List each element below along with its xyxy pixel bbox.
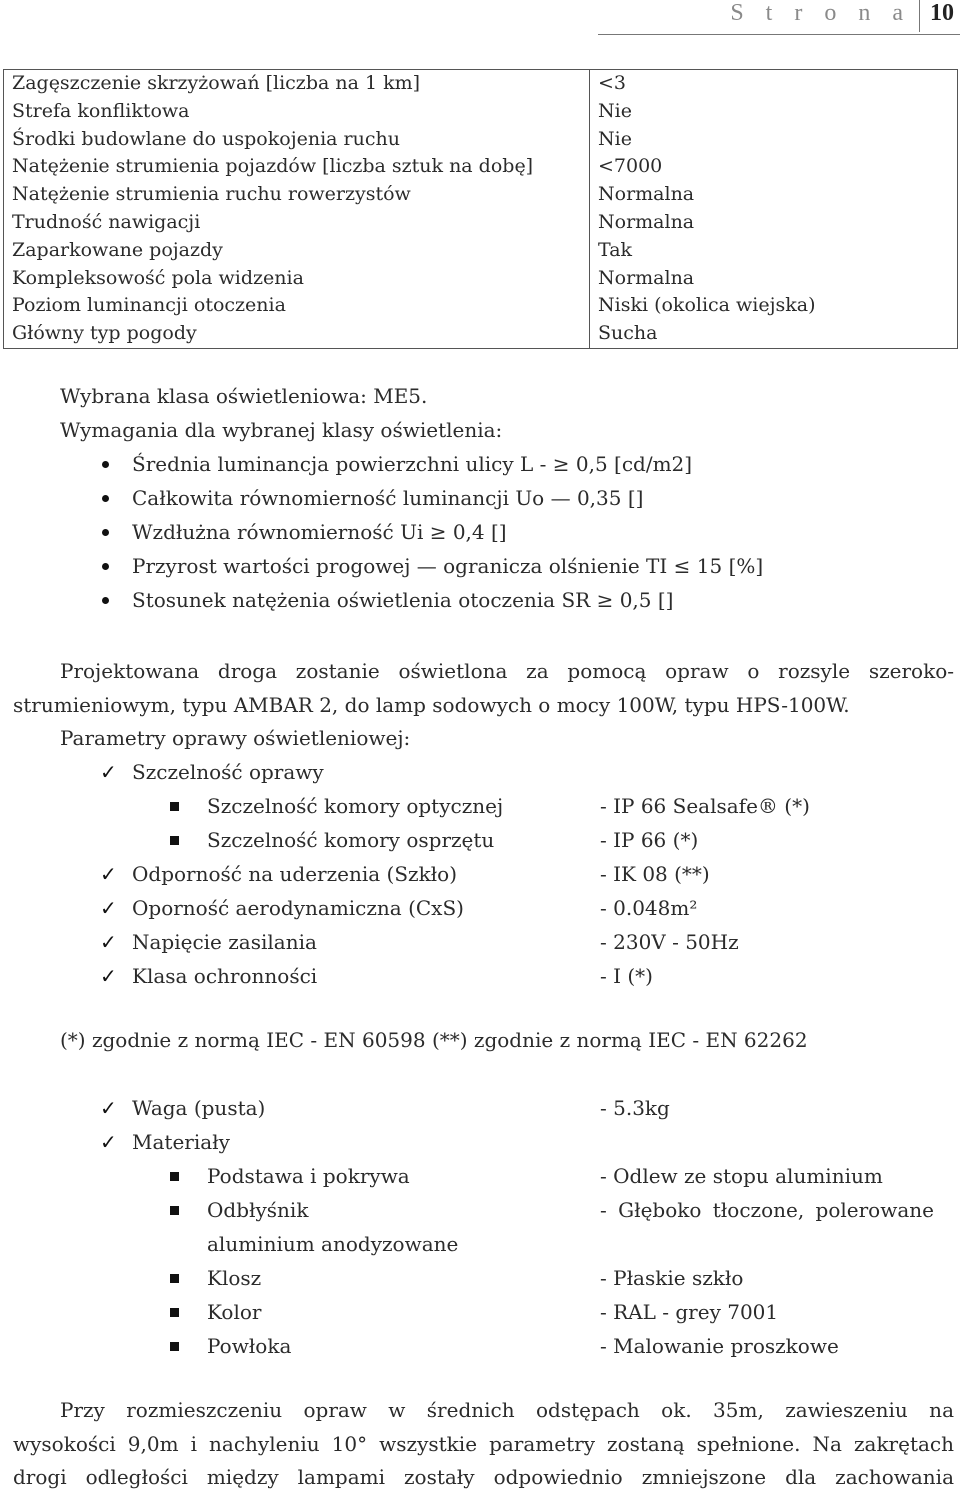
list-item: Szczelność komory optycznej - IP 66 Sealsafe® (*) bbox=[60, 789, 954, 823]
list-item: Wzdłużna równomierność Ui ≥ 0,4 [] bbox=[60, 515, 954, 549]
table-row: Strefa konfliktowa Nie bbox=[4, 98, 958, 126]
table-row: Trudność nawigacji Normalna bbox=[4, 209, 958, 237]
fixture-parameters-section bbox=[60, 721, 954, 993]
list-item: ✓ Materiały bbox=[60, 1125, 954, 1159]
table-row: Środki budowlane do uspokojenia ruchu Nie bbox=[4, 126, 958, 154]
requirements-title: Wymagania dla wybranej klasy oświetlenia: bbox=[60, 418, 503, 442]
checkmark-icon: ✓ bbox=[100, 964, 117, 988]
table-row: Natężenie strumienia pojazdów [liczba sztuk na dobę] <7000 bbox=[4, 153, 958, 181]
design-description-line2: strumieniowym, typu AMBAR 2, do lamp sodowych o mocy 100W, typu HPS-100W. bbox=[13, 693, 850, 717]
list-item: Kolor - RAL - grey 7001 bbox=[60, 1295, 954, 1329]
list-item: Podstawa i pokrywa - Odlew ze stopu aluminium bbox=[60, 1159, 954, 1193]
page-number: 10 bbox=[930, 0, 954, 26]
final-paragraph-line2: wysokości 9,0m i nachyleniu 10° wszystkie parametry zostaną spełnione. Na zakrętach bbox=[13, 1432, 954, 1456]
list-item: Całkowita równomierność luminancji Uo — 0,35 [] bbox=[60, 481, 954, 515]
bullet-dot-icon bbox=[102, 563, 109, 570]
checkmark-icon: ✓ bbox=[100, 896, 117, 920]
list-item: Powłoka - Malowanie proszkowe bbox=[60, 1329, 954, 1363]
params-title: Parametry oprawy oświetleniowej: bbox=[60, 726, 411, 750]
checkmark-icon: ✓ bbox=[100, 1130, 117, 1154]
lighting-class-section bbox=[60, 379, 954, 617]
materials-section bbox=[60, 1091, 954, 1363]
list-item: ✓ Waga (pusta) - 5.3kg bbox=[60, 1091, 954, 1125]
checkmark-icon: ✓ bbox=[100, 862, 117, 886]
bullet-dot-icon bbox=[102, 529, 109, 536]
table-row: Poziom luminancji otoczenia Niski (okolica wiejska) bbox=[4, 292, 958, 320]
list-item: Szczelność komory osprzętu - IP 66 (*) bbox=[60, 823, 954, 857]
square-bullet-icon bbox=[170, 836, 179, 845]
bullet-dot-icon bbox=[102, 461, 109, 468]
list-item: Przyrost wartości progowej — ogranicza olśnienie TI ≤ 15 [%] bbox=[60, 549, 954, 583]
square-bullet-icon bbox=[170, 1342, 179, 1351]
list-item: Klosz - Płaskie szkło bbox=[60, 1261, 954, 1295]
list-item: ✓ Szczelność oprawy bbox=[60, 755, 954, 789]
norms-note: (*) zgodnie z normą IEC - EN 60598 (**) zgodnie z normą IEC - EN 62262 bbox=[60, 1028, 808, 1052]
table-row: Natężenie strumienia ruchu rowerzystów Normalna bbox=[4, 181, 958, 209]
table-row: Zagęszczenie skrzyżowań [liczba na 1 km] <3 bbox=[4, 70, 958, 98]
list-item: Stosunek natężenia oświetlenia otoczenia SR ≥ 0,5 [] bbox=[60, 583, 954, 617]
square-bullet-icon bbox=[170, 1308, 179, 1317]
list-item: ✓ Oporność aerodynamiczna (CxS) - 0.048m² bbox=[60, 891, 954, 925]
list-item: ✓ Klasa ochronności - I (*) bbox=[60, 959, 954, 993]
list-item: ✓ Odporność na uderzenia (Szkło) - IK 08 (**) bbox=[60, 857, 954, 891]
page-label: S t r o n a bbox=[730, 0, 911, 26]
selected-class: Wybrana klasa oświetleniowa: ME5. bbox=[60, 384, 428, 408]
square-bullet-icon bbox=[170, 802, 179, 811]
square-bullet-icon bbox=[170, 1206, 179, 1215]
table-row: Główny typ pogody Sucha bbox=[4, 320, 958, 348]
checkmark-icon: ✓ bbox=[100, 760, 117, 784]
list-item-continuation: aluminium anodyzowane bbox=[207, 1232, 459, 1256]
list-item: Odbłyśnik - Głęboko tłoczone, polerowane bbox=[60, 1193, 954, 1227]
bullet-dot-icon bbox=[102, 597, 109, 604]
final-paragraph-line3: drogi odległości między lampami zostały odpowiednio zmniejszone dla zachowania bbox=[13, 1465, 954, 1489]
final-paragraph-line1: Przy rozmieszczeniu opraw w średnich odstępach ok. 35m, zawieszeniu na bbox=[60, 1398, 954, 1422]
header-separator bbox=[919, 0, 920, 32]
design-description-line1: Projektowana droga zostanie oświetlona za pomocą opraw o rozsyle szeroko- bbox=[60, 659, 954, 683]
square-bullet-icon bbox=[170, 1172, 179, 1181]
square-bullet-icon bbox=[170, 1274, 179, 1283]
header-rule bbox=[598, 34, 960, 35]
page-header bbox=[730, 0, 960, 36]
list-item: ✓ Napięcie zasilania - 230V - 50Hz bbox=[60, 925, 954, 959]
road-parameters-table bbox=[3, 69, 958, 349]
list-item: Średnia luminancja powierzchni ulicy L - ≥ 0,5 [cd/m2] bbox=[60, 447, 954, 481]
table-row: Zaparkowane pojazdy Tak bbox=[4, 237, 958, 265]
checkmark-icon: ✓ bbox=[100, 930, 117, 954]
checkmark-icon: ✓ bbox=[100, 1096, 117, 1120]
table-row: Kompleksowość pola widzenia Normalna bbox=[4, 265, 958, 293]
bullet-dot-icon bbox=[102, 495, 109, 502]
